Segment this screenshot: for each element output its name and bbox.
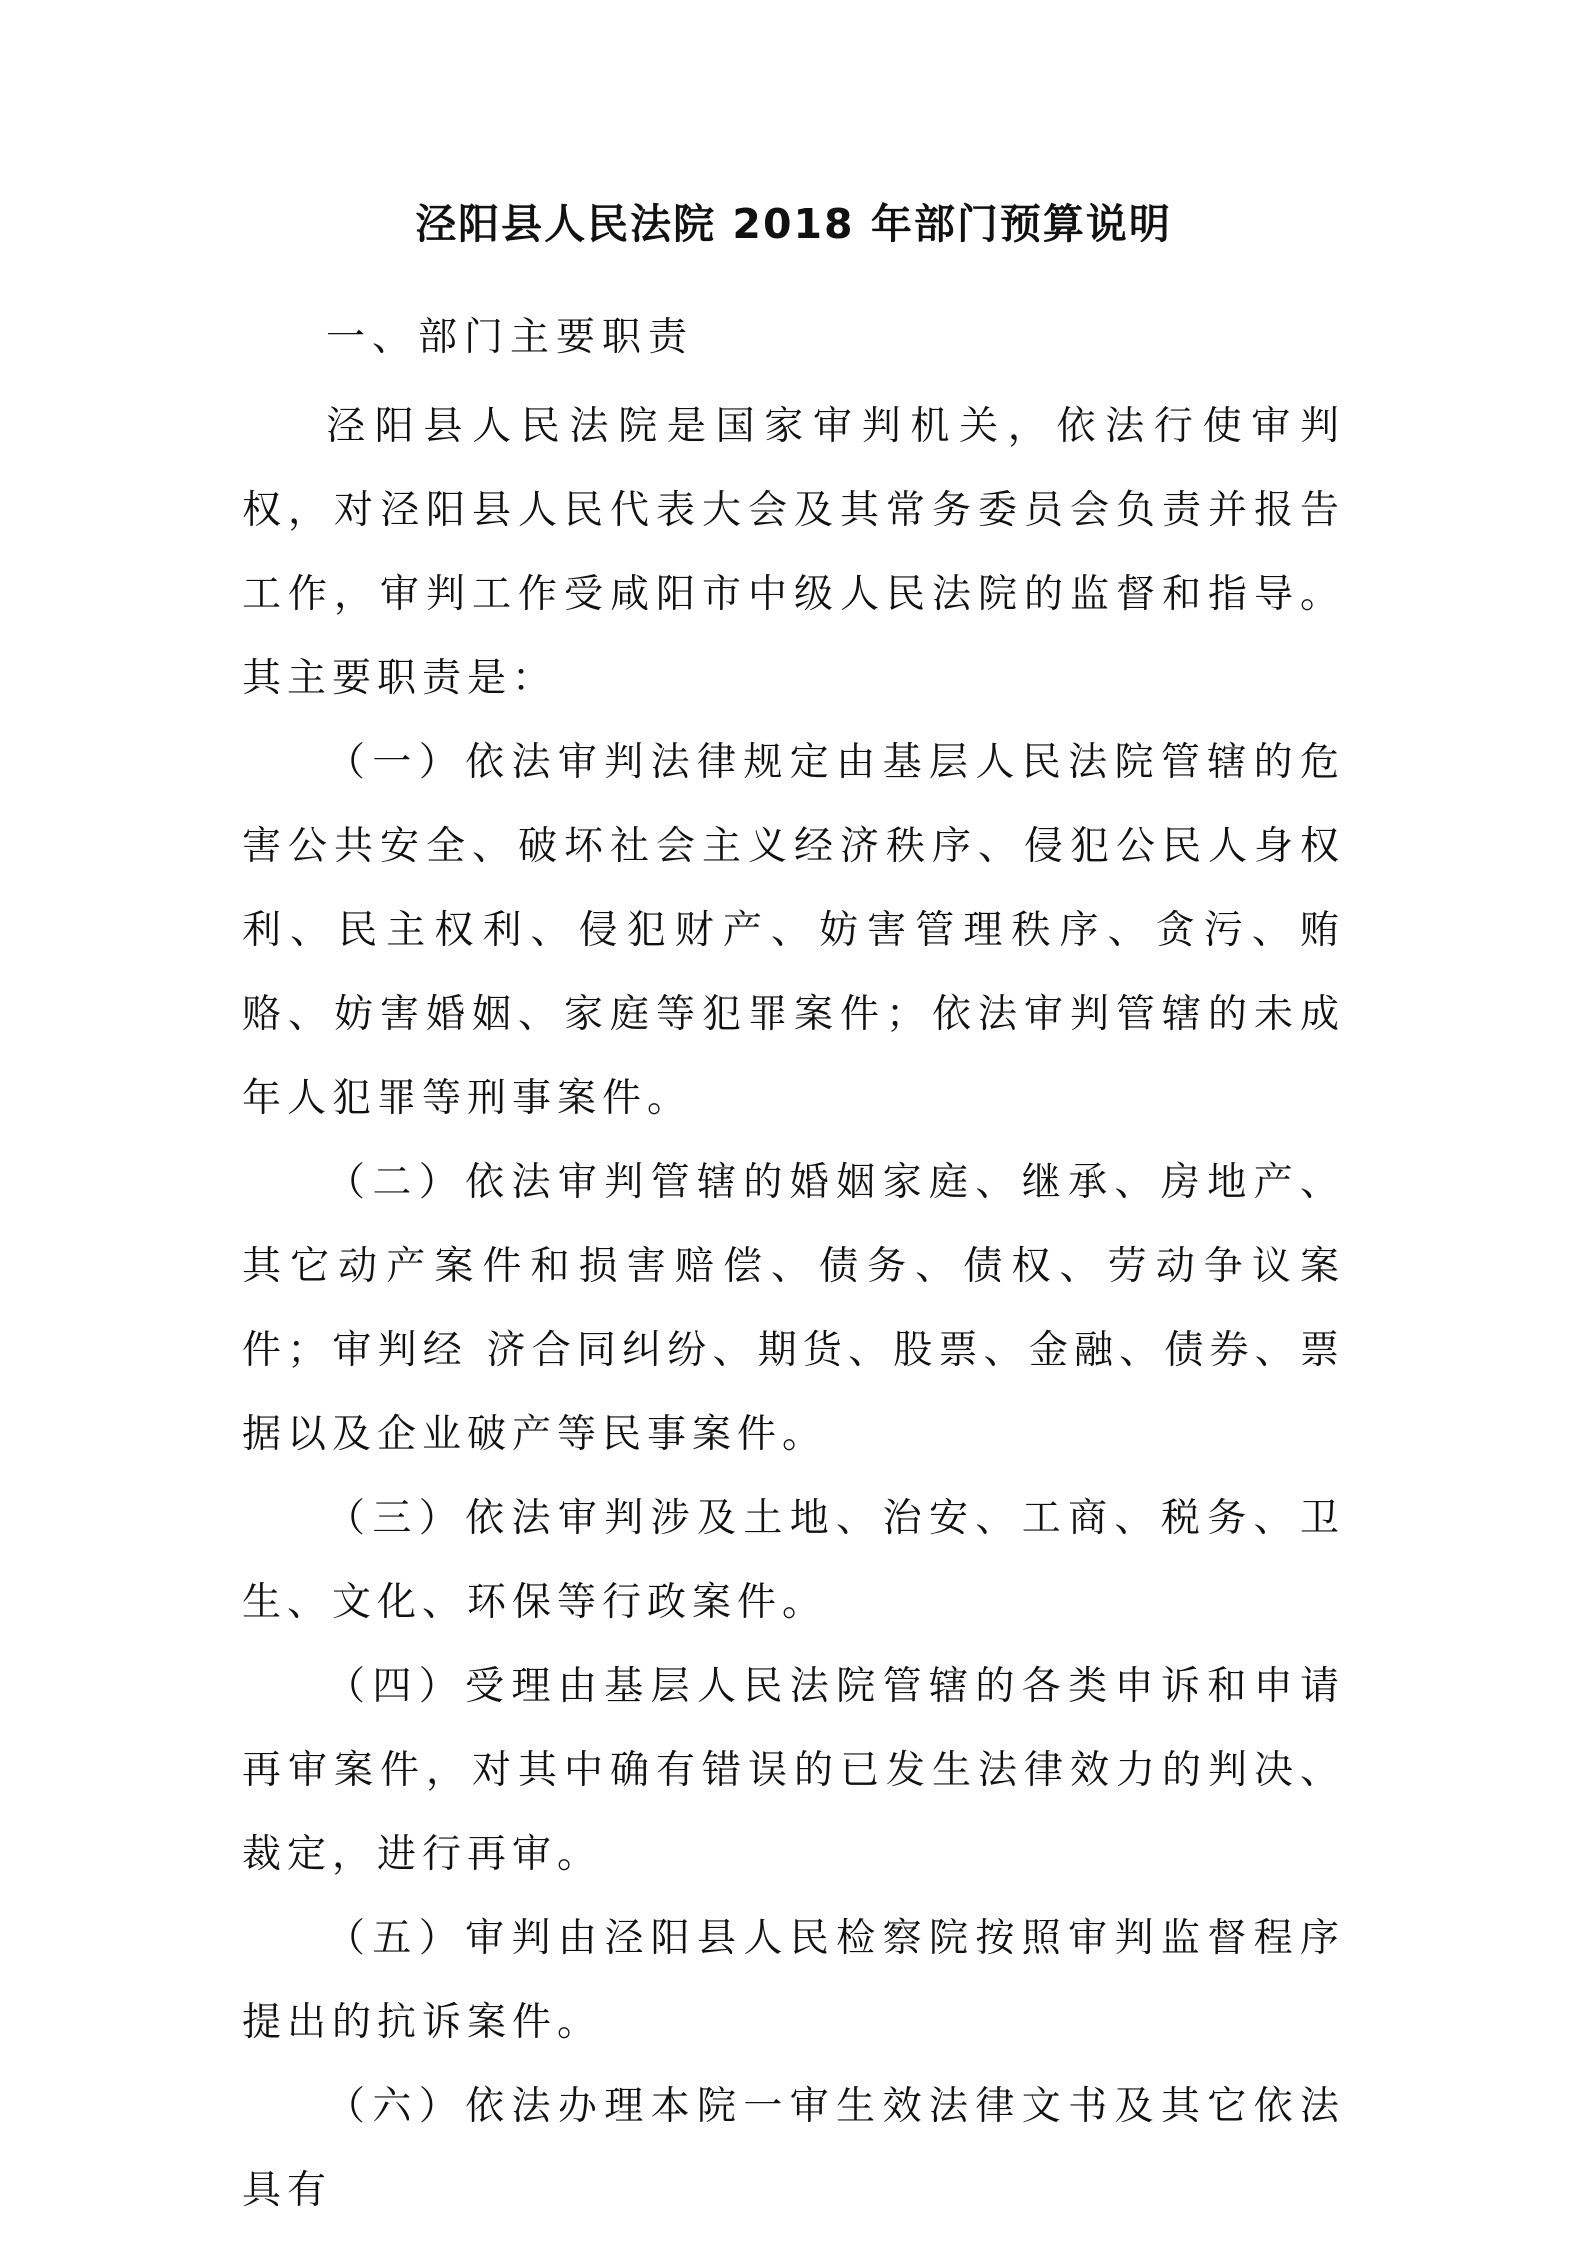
paragraph-duty-2: （二）依法审判管辖的婚姻家庭、继承、房地产、其它动产案件和损害赔偿、债务、债权、劳动争议案件；审判经 济合同纠纷、期货、股票、金融、债券、票据以及企业破产等民事案件。 (242, 1160, 1345, 1457)
page-title: 泾阳县人民法院 2018 年部门预算说明 (415, 200, 1172, 248)
document-body (242, 385, 1345, 2233)
paragraph-duty-4: （四）受理由基层人民法院管辖的各类申诉和申请再审案件，对其中确有错误的已发生法律效力的判决、裁定，进行再审。 (242, 1664, 1345, 1877)
paragraph-duty-1: （一）依法审判法律规定由基层人民法院管辖的危害公共安全、破坏社会主义经济秩序、侵犯公民人身权利、民主权利、侵犯财产、妨害管理秩序、贪污、贿赂、妨害婚姻、家庭等犯罪案件；依法审判管辖的未成年人犯罪等刑事案件。 (242, 740, 1345, 1121)
paragraph-duty-3: （三）依法审判涉及土地、治安、工商、税务、卫生、文化、环保等行政案件。 (242, 1496, 1345, 1625)
paragraph-intro: 泾阳县人民法院是国家审判机关，依法行使审判权，对泾阳县人民代表大会及其常务委员会负责并报告工作，审判工作受咸阳市中级人民法院的监督和指导。其主要职责是： (242, 404, 1345, 701)
paragraph-duty-5: （五）审判由泾阳县人民检察院按照审判监督程序提出的抗诉案件。 (242, 1916, 1345, 2045)
section-heading: 一、部门主要职责 (326, 315, 695, 360)
paragraph-duty-6: （六）依法办理本院一审生效法律文书及其它依法具有 (242, 2084, 1345, 2213)
